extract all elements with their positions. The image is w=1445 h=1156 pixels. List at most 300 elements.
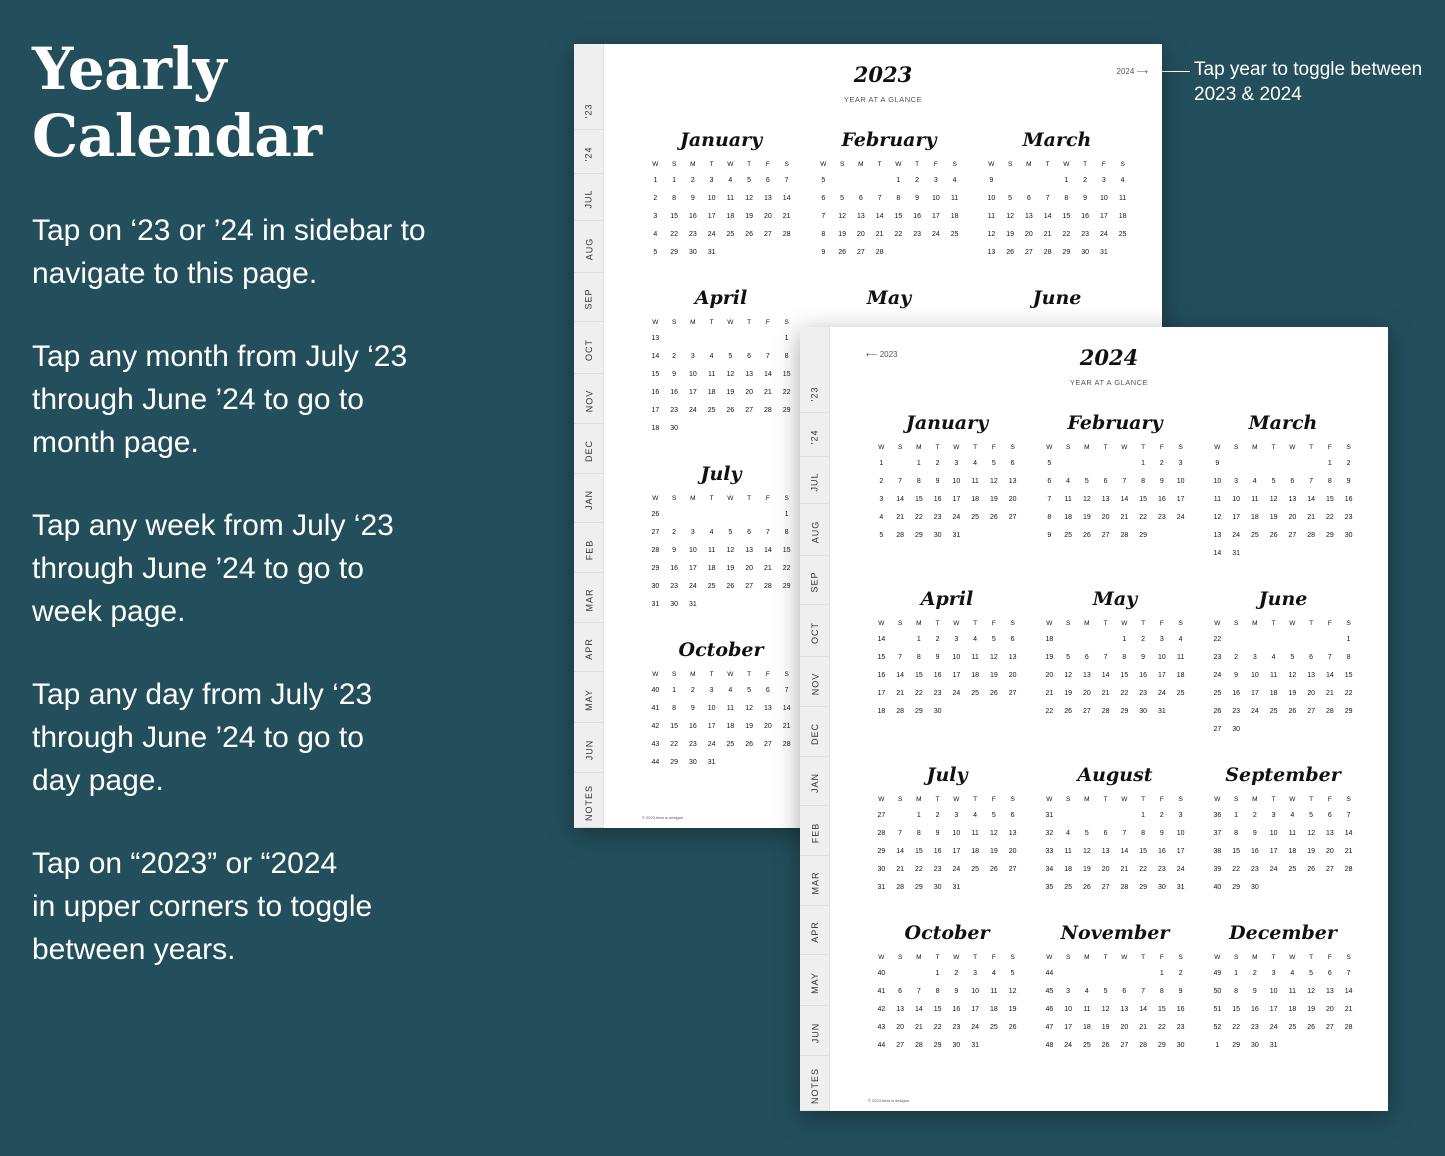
day-cell[interactable]: 6 xyxy=(858,195,863,202)
day-cell[interactable]: 14 xyxy=(763,371,772,378)
day-cell[interactable]: 1 xyxy=(1327,460,1332,467)
day-cell[interactable]: 20 xyxy=(763,213,772,220)
month-block[interactable] xyxy=(814,124,964,262)
week-row[interactable] xyxy=(1208,649,1358,667)
day-cell[interactable]: 15 xyxy=(1139,848,1148,855)
day-cell[interactable]: 8 xyxy=(1234,830,1239,837)
day-cell[interactable]: 26 xyxy=(989,690,998,697)
month-name[interactable]: January xyxy=(905,412,989,434)
day-cell[interactable]: 23 xyxy=(670,583,679,590)
day-cell[interactable]: 14 xyxy=(1325,672,1334,679)
day-cell[interactable]: 2 xyxy=(1141,636,1146,643)
month-name[interactable]: March xyxy=(1248,412,1318,434)
day-cell[interactable]: 5 xyxy=(1066,654,1071,661)
week-row[interactable] xyxy=(1040,703,1190,721)
day-cell[interactable]: 3 xyxy=(954,812,959,819)
week-row[interactable] xyxy=(872,703,1022,721)
day-cell[interactable]: 30 xyxy=(1344,532,1353,539)
day-cell[interactable]: 17 xyxy=(1232,514,1241,521)
day-cell[interactable]: 18 xyxy=(1082,1024,1091,1031)
day-cell[interactable]: 25 xyxy=(726,231,735,238)
week-number[interactable]: 6 xyxy=(1047,478,1052,485)
day-cell[interactable]: 2 xyxy=(690,177,695,184)
day-cell[interactable]: 1 xyxy=(1141,812,1146,819)
day-cell[interactable]: 30 xyxy=(688,759,697,766)
day-cell[interactable]: 19 xyxy=(745,213,754,220)
day-cell[interactable]: 23 xyxy=(688,231,697,238)
week-row[interactable] xyxy=(1208,983,1358,1001)
day-cell[interactable]: 26 xyxy=(1082,884,1091,891)
week-row[interactable] xyxy=(1208,1019,1358,1037)
sidebar-tab-8[interactable] xyxy=(574,477,604,523)
day-cell[interactable]: 25 xyxy=(971,690,980,697)
day-cell[interactable]: 1 xyxy=(896,177,901,184)
week-row[interactable] xyxy=(1208,703,1358,721)
day-cell[interactable]: 26 xyxy=(1006,249,1015,256)
day-cell[interactable]: 16 xyxy=(670,389,679,396)
day-cell[interactable]: 22 xyxy=(1344,690,1353,697)
day-cell[interactable]: 29 xyxy=(1232,884,1241,891)
day-cell[interactable]: 13 xyxy=(856,213,865,220)
day-cell[interactable]: 3 xyxy=(973,970,978,977)
day-cell[interactable]: 6 xyxy=(747,529,752,536)
week-row[interactable] xyxy=(872,1019,1022,1037)
day-cell[interactable]: 8 xyxy=(916,478,921,485)
week-row[interactable] xyxy=(646,330,796,348)
day-cell[interactable]: 21 xyxy=(875,231,884,238)
day-cell[interactable]: 25 xyxy=(707,407,716,414)
day-cell[interactable]: 21 xyxy=(1120,514,1129,521)
sidebar-tab-8[interactable] xyxy=(800,760,830,806)
day-cell[interactable]: 30 xyxy=(1176,1042,1185,1049)
day-cell[interactable]: 21 xyxy=(1307,514,1316,521)
day-cell[interactable]: 1 xyxy=(784,511,789,518)
day-cell[interactable]: 27 xyxy=(1120,1042,1129,1049)
week-number[interactable]: 46 xyxy=(1045,1006,1054,1013)
week-row[interactable] xyxy=(982,244,1132,262)
day-cell[interactable]: 3 xyxy=(954,460,959,467)
day-cell[interactable]: 4 xyxy=(728,687,733,694)
day-cell[interactable]: 22 xyxy=(1139,514,1148,521)
day-cell[interactable]: 7 xyxy=(1346,812,1351,819)
week-row[interactable] xyxy=(646,172,796,190)
week-row[interactable] xyxy=(982,172,1132,190)
day-cell[interactable]: 6 xyxy=(1103,478,1108,485)
month-block[interactable] xyxy=(1208,917,1358,1055)
week-number[interactable]: 12 xyxy=(987,231,996,238)
day-cell[interactable]: 19 xyxy=(1082,866,1091,873)
day-cell[interactable]: 17 xyxy=(1064,1024,1073,1031)
next-year-toggle[interactable]: 2024 ⟶ xyxy=(1116,67,1148,76)
day-cell[interactable]: 25 xyxy=(1269,708,1278,715)
day-cell[interactable]: 15 xyxy=(670,213,679,220)
day-cell[interactable]: 12 xyxy=(726,371,735,378)
day-cell[interactable]: 25 xyxy=(1118,231,1127,238)
day-cell[interactable]: 15 xyxy=(1232,1006,1241,1013)
day-cell[interactable]: 11 xyxy=(1251,496,1259,503)
day-cell[interactable]: 5 xyxy=(1271,478,1276,485)
day-cell[interactable]: 27 xyxy=(856,249,865,256)
day-cell[interactable]: 8 xyxy=(1122,654,1127,661)
day-cell[interactable]: 24 xyxy=(1099,231,1108,238)
week-row[interactable] xyxy=(646,348,796,366)
day-cell[interactable]: 27 xyxy=(1008,690,1017,697)
day-cell[interactable]: 21 xyxy=(896,690,905,697)
week-row[interactable] xyxy=(872,527,1022,545)
day-cell[interactable]: 21 xyxy=(1120,866,1129,873)
month-name[interactable]: December xyxy=(1229,922,1337,944)
day-cell[interactable]: 2 xyxy=(1159,460,1164,467)
day-cell[interactable]: 25 xyxy=(971,866,980,873)
day-cell[interactable]: 20 xyxy=(1101,514,1110,521)
day-cell[interactable]: 23 xyxy=(670,407,679,414)
week-row[interactable] xyxy=(646,402,796,420)
day-cell[interactable]: 28 xyxy=(875,249,884,256)
day-cell[interactable]: 5 xyxy=(840,195,845,202)
week-number[interactable]: 41 xyxy=(877,988,886,995)
day-cell[interactable]: 6 xyxy=(1103,830,1108,837)
week-number[interactable]: 40 xyxy=(651,687,660,694)
week-number[interactable]: 2 xyxy=(653,195,658,202)
day-cell[interactable]: 22 xyxy=(933,1024,942,1031)
day-cell[interactable]: 24 xyxy=(1176,866,1185,873)
day-cell[interactable]: 3 xyxy=(690,529,695,536)
sidebar-tab-3[interactable] xyxy=(800,508,830,556)
day-cell[interactable]: 26 xyxy=(1307,866,1316,873)
day-cell[interactable]: 10 xyxy=(1232,496,1241,503)
week-number[interactable]: 28 xyxy=(651,547,660,554)
day-cell[interactable]: 13 xyxy=(763,705,772,712)
week-number[interactable]: 4 xyxy=(879,514,884,521)
day-cell[interactable]: 29 xyxy=(1139,532,1148,539)
day-cell[interactable]: 14 xyxy=(1344,830,1353,837)
day-cell[interactable]: 21 xyxy=(782,723,791,730)
month-block[interactable] xyxy=(872,583,1022,739)
day-cell[interactable]: 16 xyxy=(1081,213,1090,220)
day-cell[interactable]: 30 xyxy=(670,425,679,432)
day-cell[interactable]: 13 xyxy=(1082,672,1091,679)
day-cell[interactable]: 3 xyxy=(1066,988,1071,995)
day-cell[interactable]: 17 xyxy=(1250,690,1259,697)
week-number[interactable]: 13 xyxy=(1213,532,1222,539)
day-cell[interactable]: 19 xyxy=(1101,1024,1110,1031)
day-cell[interactable]: 4 xyxy=(1084,988,1089,995)
day-cell[interactable]: 10 xyxy=(1157,654,1166,661)
day-cell[interactable]: 10 xyxy=(952,830,961,837)
week-row[interactable] xyxy=(646,366,796,384)
day-cell[interactable]: 13 xyxy=(745,371,754,378)
month-block[interactable] xyxy=(646,458,796,614)
day-cell[interactable]: 4 xyxy=(728,177,733,184)
month-block[interactable] xyxy=(646,634,796,772)
day-cell[interactable]: 4 xyxy=(1066,830,1071,837)
week-row[interactable] xyxy=(872,473,1022,491)
sidebar-tab-7[interactable] xyxy=(574,428,604,474)
day-cell[interactable]: 9 xyxy=(1159,830,1164,837)
day-cell[interactable]: 19 xyxy=(989,496,998,503)
month-block[interactable] xyxy=(1040,407,1190,563)
day-cell[interactable]: 18 xyxy=(1064,514,1073,521)
day-cell[interactable]: 8 xyxy=(672,705,677,712)
week-row[interactable] xyxy=(1208,473,1358,491)
day-cell[interactable]: 23 xyxy=(688,741,697,748)
day-cell[interactable]: 10 xyxy=(1064,1006,1073,1013)
week-row[interactable] xyxy=(1208,807,1358,825)
day-cell[interactable]: 23 xyxy=(933,514,942,521)
week-number[interactable]: 5 xyxy=(653,249,658,256)
week-number[interactable]: 9 xyxy=(989,177,994,184)
day-cell[interactable]: 2 xyxy=(954,970,959,977)
day-cell[interactable]: 18 xyxy=(950,213,959,220)
day-cell[interactable]: 1 xyxy=(672,687,677,694)
day-cell[interactable]: 8 xyxy=(1346,654,1351,661)
day-cell[interactable]: 4 xyxy=(991,970,996,977)
day-cell[interactable]: 24 xyxy=(931,231,940,238)
sidebar-tab-6[interactable] xyxy=(800,661,830,707)
day-cell[interactable]: 16 xyxy=(933,672,942,679)
day-cell[interactable]: 27 xyxy=(1101,884,1110,891)
week-number[interactable]: 44 xyxy=(1045,970,1054,977)
day-cell[interactable]: 1 xyxy=(1234,812,1239,819)
day-cell[interactable]: 2 xyxy=(1178,970,1183,977)
day-cell[interactable]: 4 xyxy=(709,353,714,360)
day-cell[interactable]: 13 xyxy=(1008,478,1017,485)
week-number[interactable]: 26 xyxy=(651,511,660,518)
week-row[interactable] xyxy=(1208,491,1358,509)
sidebar-tab-12[interactable] xyxy=(800,960,830,1006)
week-number[interactable]: 45 xyxy=(1045,988,1054,995)
day-cell[interactable]: 18 xyxy=(726,213,735,220)
day-cell[interactable]: 3 xyxy=(1178,460,1183,467)
day-cell[interactable]: 26 xyxy=(1288,708,1297,715)
day-cell[interactable]: 6 xyxy=(1309,654,1314,661)
day-cell[interactable]: 17 xyxy=(1099,213,1108,220)
day-cell[interactable]: 10 xyxy=(707,195,716,202)
day-cell[interactable]: 29 xyxy=(1120,708,1129,715)
day-cell[interactable]: 14 xyxy=(1139,1006,1148,1013)
day-cell[interactable]: 29 xyxy=(914,708,923,715)
week-row[interactable] xyxy=(646,244,796,262)
week-number[interactable]: 50 xyxy=(1213,988,1222,995)
day-cell[interactable]: 31 xyxy=(1176,884,1185,891)
day-cell[interactable]: 3 xyxy=(690,353,695,360)
day-cell[interactable]: 24 xyxy=(952,866,961,873)
day-cell[interactable]: 14 xyxy=(1101,672,1110,679)
day-cell[interactable]: 10 xyxy=(1250,672,1259,679)
day-cell[interactable]: 22 xyxy=(914,514,923,521)
day-cell[interactable]: 12 xyxy=(1307,830,1316,837)
week-number[interactable]: 29 xyxy=(651,565,660,572)
day-cell[interactable]: 25 xyxy=(971,514,980,521)
day-cell[interactable]: 30 xyxy=(1232,726,1241,733)
year-title[interactable]: 2024 xyxy=(1079,345,1139,370)
day-cell[interactable]: 23 xyxy=(1157,514,1166,521)
day-cell[interactable]: 25 xyxy=(1176,690,1185,697)
week-row[interactable] xyxy=(872,825,1022,843)
week-row[interactable] xyxy=(872,843,1022,861)
day-cell[interactable]: 16 xyxy=(688,723,697,730)
day-cell[interactable]: 16 xyxy=(1344,496,1353,503)
day-cell[interactable]: 20 xyxy=(1325,1006,1334,1013)
week-row[interactable] xyxy=(1208,879,1358,897)
sidebar-tab-7[interactable] xyxy=(800,711,830,757)
day-cell[interactable]: 12 xyxy=(745,195,754,202)
week-row[interactable] xyxy=(1208,509,1358,527)
month-block[interactable] xyxy=(1208,759,1358,897)
day-cell[interactable]: 2 xyxy=(1234,654,1239,661)
day-cell[interactable]: 11 xyxy=(971,830,979,837)
day-cell[interactable]: 16 xyxy=(1250,848,1259,855)
day-cell[interactable]: 9 xyxy=(1346,478,1351,485)
month-block[interactable] xyxy=(646,124,796,262)
day-cell[interactable]: 1 xyxy=(1159,970,1164,977)
week-number[interactable]: 52 xyxy=(1213,1024,1222,1031)
day-cell[interactable]: 23 xyxy=(1157,866,1166,873)
week-number[interactable]: 29 xyxy=(877,848,886,855)
week-row[interactable] xyxy=(1040,843,1190,861)
week-row[interactable] xyxy=(1208,545,1358,563)
day-cell[interactable]: 20 xyxy=(1008,672,1017,679)
sidebar-tab-10[interactable] xyxy=(800,860,830,906)
day-cell[interactable]: 27 xyxy=(1325,866,1334,873)
day-cell[interactable]: 2 xyxy=(672,353,677,360)
week-row[interactable] xyxy=(872,879,1022,897)
month-block[interactable] xyxy=(1208,583,1358,739)
day-cell[interactable]: 22 xyxy=(782,389,791,396)
day-cell[interactable]: 28 xyxy=(1043,249,1052,256)
day-cell[interactable]: 22 xyxy=(1139,866,1148,873)
week-number[interactable]: 41 xyxy=(651,705,660,712)
day-cell[interactable]: 18 xyxy=(726,723,735,730)
day-cell[interactable]: 14 xyxy=(1120,848,1129,855)
day-cell[interactable]: 2 xyxy=(935,460,940,467)
week-number[interactable]: 27 xyxy=(877,812,886,819)
week-row[interactable] xyxy=(1208,1001,1358,1019)
day-cell[interactable]: 26 xyxy=(1307,1024,1316,1031)
day-cell[interactable]: 29 xyxy=(914,884,923,891)
week-row[interactable] xyxy=(1040,631,1190,649)
day-cell[interactable]: 9 xyxy=(1083,195,1088,202)
day-cell[interactable]: 26 xyxy=(989,514,998,521)
day-cell[interactable]: 3 xyxy=(1271,970,1276,977)
week-number[interactable]: 44 xyxy=(651,759,660,766)
week-row[interactable] xyxy=(1040,491,1190,509)
week-row[interactable] xyxy=(982,208,1132,226)
day-cell[interactable]: 24 xyxy=(1232,532,1241,539)
day-cell[interactable]: 9 xyxy=(1178,988,1183,995)
day-cell[interactable]: 6 xyxy=(1327,970,1332,977)
day-cell[interactable]: 15 xyxy=(914,672,923,679)
day-cell[interactable]: 28 xyxy=(763,583,772,590)
day-cell[interactable]: 19 xyxy=(989,848,998,855)
day-cell[interactable]: 28 xyxy=(1101,708,1110,715)
day-cell[interactable]: 5 xyxy=(991,636,996,643)
day-cell[interactable]: 9 xyxy=(935,830,940,837)
month-name[interactable]: August xyxy=(1077,764,1153,786)
week-row[interactable] xyxy=(646,190,796,208)
day-cell[interactable]: 12 xyxy=(1082,848,1091,855)
day-cell[interactable]: 31 xyxy=(688,601,697,608)
month-block[interactable] xyxy=(872,407,1022,563)
day-cell[interactable]: 12 xyxy=(989,830,998,837)
week-number[interactable]: 17 xyxy=(877,690,886,697)
week-number[interactable]: 40 xyxy=(1213,884,1222,891)
day-cell[interactable]: 31 xyxy=(1232,550,1241,557)
week-number[interactable]: 16 xyxy=(877,672,886,679)
day-cell[interactable]: 2 xyxy=(690,687,695,694)
day-cell[interactable]: 16 xyxy=(913,213,922,220)
day-cell[interactable]: 3 xyxy=(709,177,714,184)
day-cell[interactable]: 4 xyxy=(1271,654,1276,661)
day-cell[interactable]: 4 xyxy=(952,177,957,184)
day-cell[interactable]: 30 xyxy=(1250,884,1259,891)
week-row[interactable] xyxy=(872,983,1022,1001)
day-cell[interactable]: 15 xyxy=(670,723,679,730)
day-cell[interactable]: 17 xyxy=(1269,1006,1278,1013)
month-name[interactable]: July xyxy=(700,463,742,485)
day-cell[interactable]: 6 xyxy=(1010,812,1015,819)
day-cell[interactable]: 7 xyxy=(1045,195,1050,202)
month-block[interactable] xyxy=(872,759,1022,897)
day-cell[interactable]: 4 xyxy=(709,529,714,536)
day-cell[interactable]: 6 xyxy=(765,177,770,184)
week-row[interactable] xyxy=(646,524,796,542)
day-cell[interactable]: 13 xyxy=(896,1006,905,1013)
day-cell[interactable]: 14 xyxy=(1043,213,1052,220)
day-cell[interactable]: 7 xyxy=(765,529,770,536)
day-cell[interactable]: 14 xyxy=(896,672,905,679)
day-cell[interactable]: 1 xyxy=(672,177,677,184)
week-row[interactable] xyxy=(1040,455,1190,473)
day-cell[interactable]: 5 xyxy=(1084,830,1089,837)
week-row[interactable] xyxy=(1040,649,1190,667)
day-cell[interactable]: 17 xyxy=(1157,672,1166,679)
day-cell[interactable]: 4 xyxy=(1290,812,1295,819)
sidebar-tab-2[interactable] xyxy=(574,177,604,221)
day-cell[interactable]: 27 xyxy=(1008,514,1017,521)
week-row[interactable] xyxy=(646,578,796,596)
day-cell[interactable]: 5 xyxy=(1010,970,1015,977)
week-number[interactable]: 48 xyxy=(1045,1042,1054,1049)
day-cell[interactable]: 13 xyxy=(1008,654,1017,661)
week-number[interactable]: 32 xyxy=(1045,830,1054,837)
week-row[interactable] xyxy=(814,208,964,226)
day-cell[interactable]: 16 xyxy=(1157,848,1166,855)
day-cell[interactable]: 4 xyxy=(1178,636,1183,643)
month-name[interactable]: February xyxy=(1067,412,1163,434)
day-cell[interactable]: 8 xyxy=(1234,988,1239,995)
week-number[interactable]: 27 xyxy=(651,529,660,536)
day-cell[interactable]: 2 xyxy=(1159,812,1164,819)
day-cell[interactable]: 2 xyxy=(1252,970,1257,977)
day-cell[interactable]: 25 xyxy=(1250,532,1259,539)
day-cell[interactable]: 16 xyxy=(1176,1006,1185,1013)
day-cell[interactable]: 13 xyxy=(745,547,754,554)
day-cell[interactable]: 5 xyxy=(1309,812,1314,819)
week-number[interactable]: 43 xyxy=(877,1024,886,1031)
day-cell[interactable]: 9 xyxy=(935,654,940,661)
day-cell[interactable]: 28 xyxy=(1344,1024,1353,1031)
day-cell[interactable]: 21 xyxy=(763,389,772,396)
day-cell[interactable]: 3 xyxy=(1178,812,1183,819)
day-cell[interactable]: 1 xyxy=(1346,636,1351,643)
day-cell[interactable]: 5 xyxy=(1084,478,1089,485)
day-cell[interactable]: 13 xyxy=(1008,830,1017,837)
day-cell[interactable]: 10 xyxy=(1176,478,1185,485)
day-cell[interactable]: 28 xyxy=(763,407,772,414)
day-cell[interactable]: 28 xyxy=(914,1042,923,1049)
day-cell[interactable]: 3 xyxy=(1271,812,1276,819)
